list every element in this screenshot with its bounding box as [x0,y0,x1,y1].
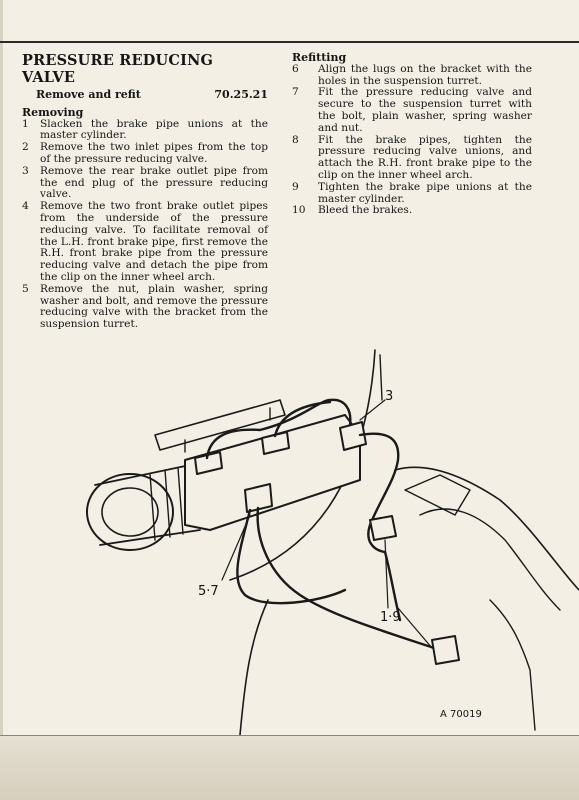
master-cylinder-inner [102,488,158,536]
page-title: PRESSURE REDUCING VALVE [22,52,214,86]
step-item [292,64,532,88]
valve-body [185,415,360,530]
valve-illustration [0,340,579,735]
engine-outline [395,467,579,590]
step-text: Bleed the brakes. [318,204,413,217]
end-plug-union [340,422,366,450]
step-number: 3 [22,164,29,177]
step-text: Align the lugs on the bracket with the holes in the suspension turret. [318,62,532,87]
step-text: Tighten the brake pipe unions at the master cylinder. [318,180,532,205]
footer-rule [0,735,579,736]
step-item [22,201,268,284]
pipe-clip-union [370,516,396,540]
step-number: 1 [22,117,29,130]
step-text: Remove the two inlet pipes from the top of the pressure reducing valve. [40,141,268,165]
operation-number: 70.25.21 [214,88,268,101]
step-text: Fit the pressure reducing valve and secure to the suspension turret with the bolt, plain washer, spring washer and nut. [318,86,532,134]
refitting-heading: Refitting [292,51,347,64]
left-column [22,52,268,331]
master-cylinder-ribs [150,468,183,540]
step-item [292,135,532,182]
right-column [292,52,532,217]
step-item [22,284,268,331]
step-number: 2 [22,141,29,154]
inner-wing-line [490,600,535,730]
step-number: 9 [292,180,299,193]
step-number: 6 [292,62,299,75]
front-outlet-pipe-rh [258,508,440,650]
front-pipe-union [432,636,459,664]
step-number: 10 [292,204,306,217]
step-text: Remove the two front brake outlet pipes from the underside of the pressure reducing valve. To facilitate removal of the L.H. front brake pipe, first remove the R.H. front brake pipe from the pressure reducing valve and detach the pipe from the clip on the inner wheel arch. [40,200,268,283]
page-margin-bottom [0,735,579,800]
callout-label: 5·7 [198,584,219,599]
step-text: Fit the brake pipes, tighten the pressure reducing valve unions, and attach the R.H. front brake pipe to the clip on the inner wheel arch. [318,133,532,181]
body-panel-line [380,355,382,400]
step-text: Slacken the brake pipe unions at the master cylinder. [40,117,268,142]
step-text: Remove the rear brake outlet pipe from the end plug of the pressure reducing valve. [40,164,268,201]
callout-label: 1·9 [380,610,401,625]
wheel-arch-outline [240,600,268,735]
step-item [292,87,532,134]
step-item [22,119,268,143]
engine-detail [420,509,560,610]
step-number: 4 [22,200,29,213]
step-number: 8 [292,133,299,146]
step-item [292,182,532,206]
step-text: Remove the nut, plain washer, spring washer and bolt, and remove the pressure reducing valve with the bracket from the suspension turret. [40,282,268,331]
step-number: 5 [22,282,29,295]
figure-code: A 70019 [440,709,482,720]
operation-subheading [36,89,268,101]
step-item [22,142,268,166]
callout-label: 3 [385,389,394,404]
master-cylinder-cap [87,474,173,550]
removing-steps [22,119,268,331]
step-number: 7 [292,86,299,99]
callout-leader-19 [385,540,432,648]
operation-name: Remove and refit [36,88,141,101]
step-item [22,166,268,201]
callout-leader-3 [360,400,385,420]
header-rule [0,41,579,43]
step-item [292,205,532,217]
refitting-steps [292,64,532,217]
removing-heading: Removing [22,105,84,119]
